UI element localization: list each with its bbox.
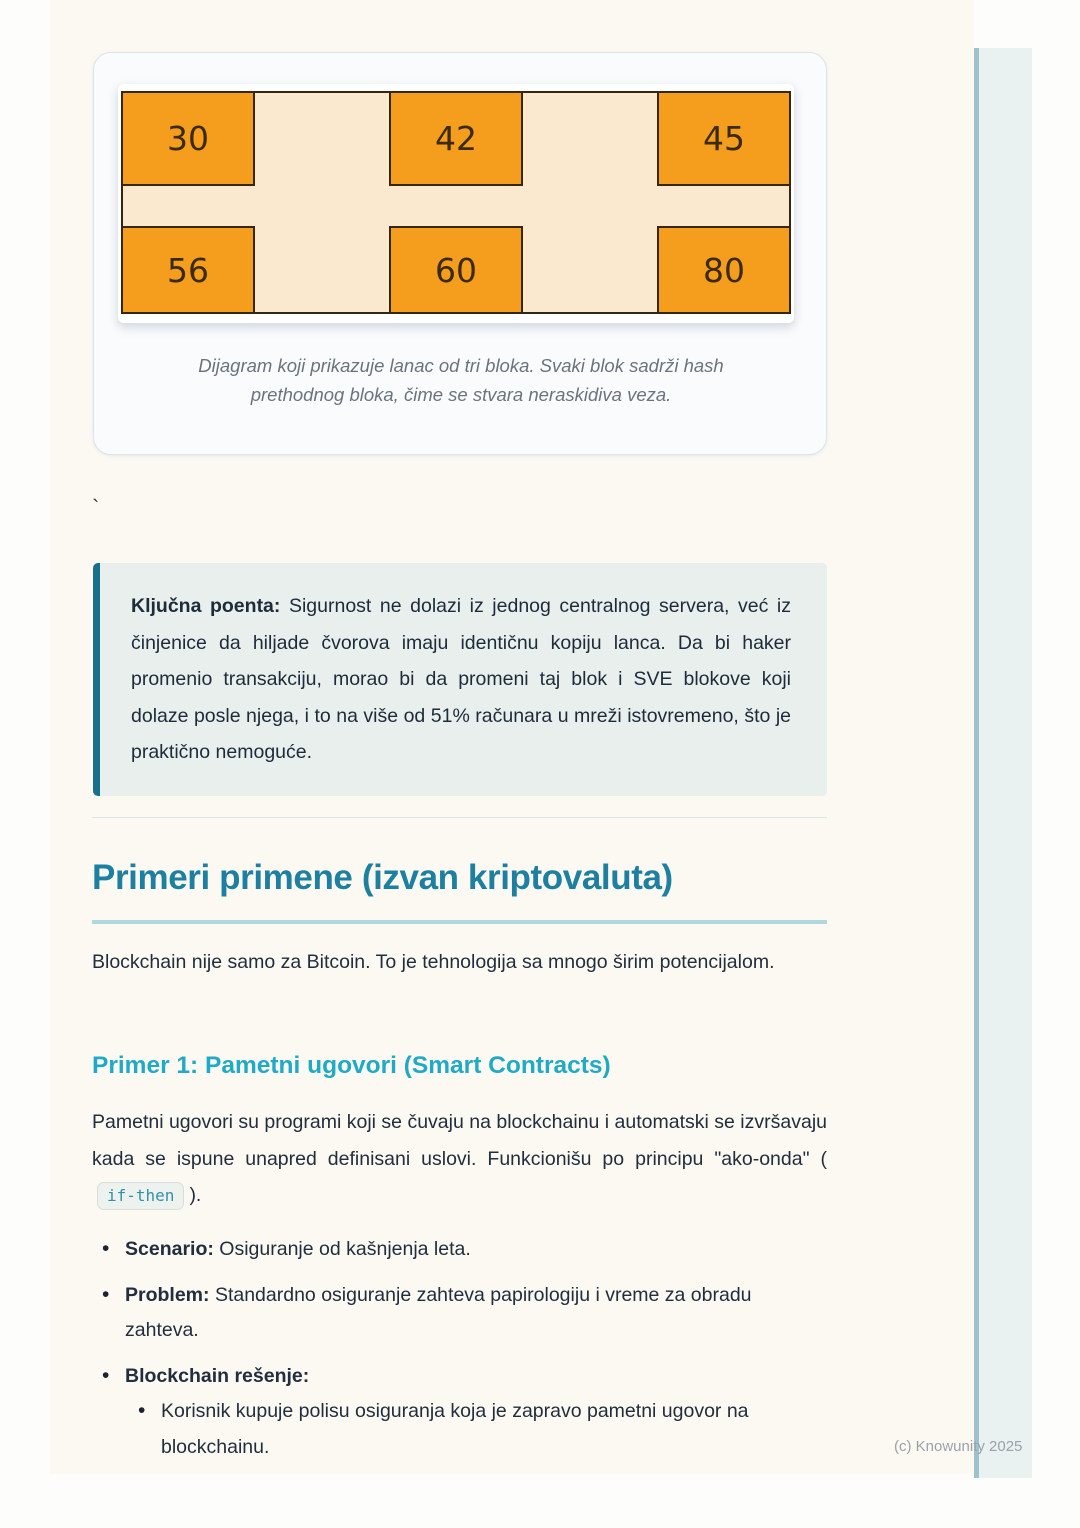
- figure-caption: Dijagram koji prikazuje lanac od tri bloka. Svaki blok sadrži hash prethodnog bloka, čime se stvara neraskidiva veza.: [198, 355, 724, 405]
- list-item: [92, 1359, 827, 1466]
- list-item: [125, 1394, 827, 1465]
- nested-list: [125, 1394, 827, 1465]
- paragraph-text: Pametni ugovori su programi koji se čuvaju na blockchainu i automatski se izvršavaju kada se ispune unapred definisani uslovi. Funkcionišu po principu "ako-onda" (: [92, 1111, 827, 1170]
- block-value: 80: [657, 226, 791, 314]
- copyright-note: (c) Knowunity 2025: [894, 1438, 1023, 1455]
- list-item-text: Korisnik kupuje polisu osiguranja koja je zapravo pametni ugovor na blockchainu.: [161, 1400, 749, 1458]
- list-item-label: Scenario:: [125, 1238, 214, 1260]
- blockchain-diagram: [118, 84, 794, 323]
- block-value: 30: [121, 91, 255, 186]
- section-divider: [92, 817, 827, 818]
- callout-text: [131, 588, 791, 771]
- key-point-callout: [93, 563, 827, 796]
- callout-label: Ključna poenta:: [131, 595, 281, 617]
- paragraph-text: ).: [189, 1184, 202, 1206]
- stray-backtick: `: [92, 495, 100, 520]
- intro-paragraph: Blockchain nije samo za Bitcoin. To je tehnologija sa mnogo širim potencijalom.: [92, 951, 775, 973]
- list-item: [92, 1278, 827, 1349]
- subsection-title: Primer 1: Pametni ugovori (Smart Contracts): [92, 1052, 611, 1079]
- list-item-text: Osiguranje od kašnjenja leta.: [219, 1238, 471, 1260]
- bullet-list: [92, 1232, 827, 1475]
- diagram-canvas: [121, 91, 791, 314]
- block-value: 56: [121, 226, 255, 314]
- right-margin-panel: [979, 48, 1032, 1478]
- block-value: 60: [389, 226, 523, 314]
- body-paragraph: [92, 1104, 827, 1214]
- list-item-label: Problem:: [125, 1283, 210, 1306]
- inline-code: if-then: [97, 1182, 184, 1210]
- list-item-label: Blockchain rešenje:: [125, 1364, 310, 1387]
- block-value: 45: [657, 91, 791, 186]
- title-underline: [92, 920, 827, 924]
- list-item-text: Standardno osiguranje zahteva papirologiju i vreme za obradu zahteva.: [125, 1283, 752, 1341]
- figure-card: [93, 52, 827, 455]
- list-item: [92, 1232, 827, 1268]
- block-value: 42: [389, 91, 523, 186]
- section-title: Primeri primene (izvan kriptovaluta): [92, 858, 673, 897]
- callout-body: Sigurnost ne dolazi iz jednog centralnog servera, već iz činjenice da hiljade čvorova imaju identičnu kopiju lanca. Da bi haker promenio transakciju, morao bi da promeni taj blok i SVE blokove koji dolaze posle njega, i to na više od 51% računara u mreži istovremeno, što je praktično nemoguće.: [131, 595, 791, 763]
